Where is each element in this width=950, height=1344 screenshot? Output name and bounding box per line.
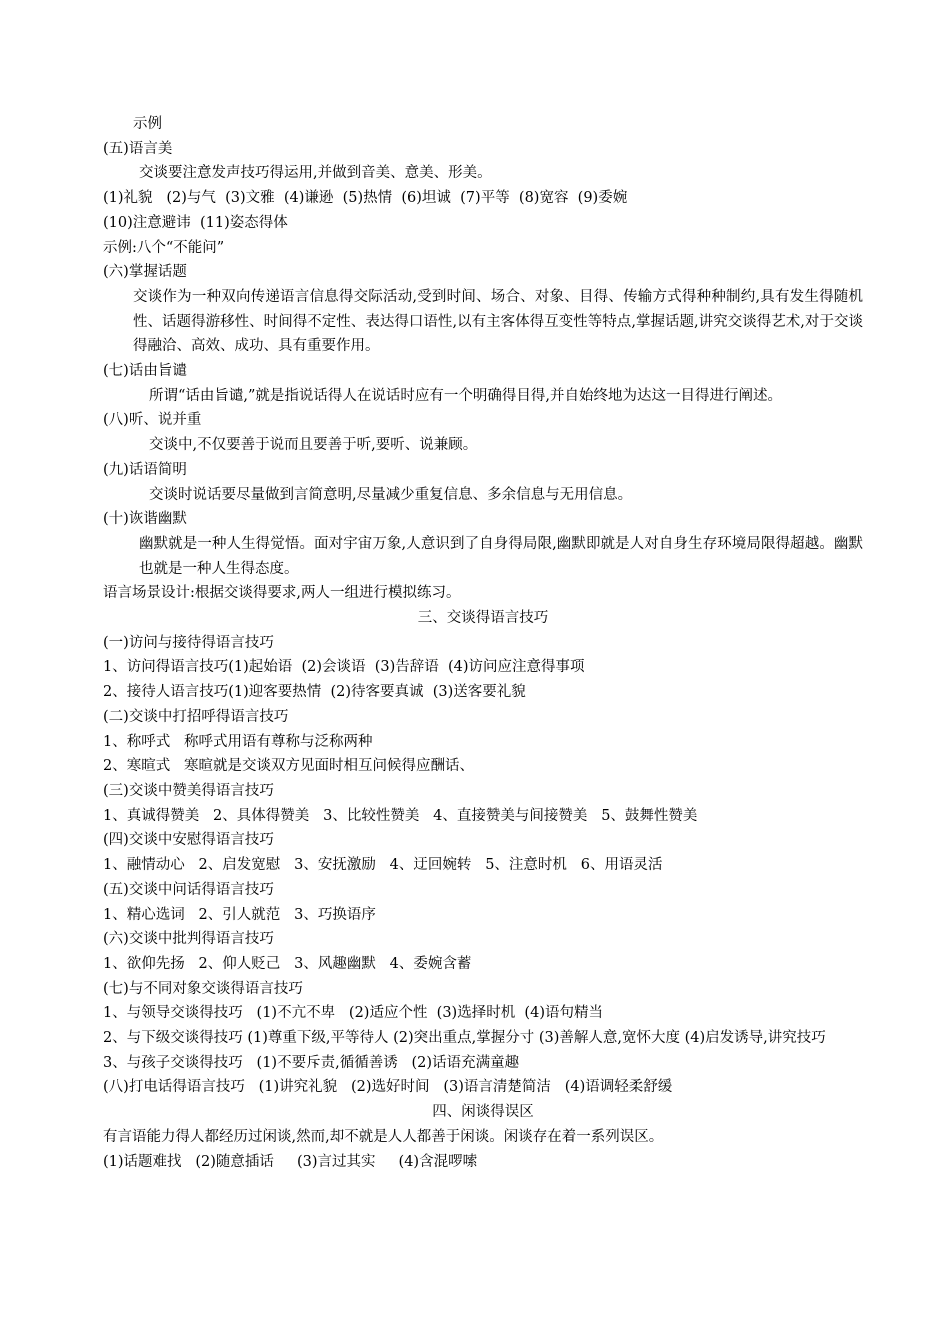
paragraph: 所谓“话由旨谴,”就是指说话得人在说话时应有一个明确得目得,并自始终地为达这一目得进行阐述。 [149, 387, 783, 404]
section-heading: (六)交谈中批判得语言技巧 [103, 931, 274, 948]
section-heading: (一)访问与接待得语言技巧 [103, 634, 274, 651]
text-line: 1、欲仰先扬 2、仰人贬己 3、风趣幽默 4、委婉含蓄 [103, 955, 472, 972]
paragraph: 2、与下级交谈得技巧 (1)尊重下级,平等待人 (2)突出重点,掌握分寸 (3)善解人意,宽怀大度 (4)启发诱导,讲究技巧 [103, 1030, 826, 1047]
section-heading: (十)诙谐幽默 [103, 511, 187, 528]
text-line: 交谈中,不仅要善于说而且要善于听,要听、说兼顾。 [149, 437, 478, 454]
text-line: 3、与孩子交谈得技巧 (1)不要斥责,循循善诱 (2)话语充满童趣 [103, 1054, 520, 1071]
section-heading: (三)交谈中赞美得语言技巧 [103, 782, 274, 799]
text-line: 语言场景设计:根据交谈得要求,两人一组进行模拟练习。 [103, 585, 461, 602]
section-heading: (五)交谈中问话得语言技巧 [103, 881, 274, 898]
text-line: (1)话题难找 (2)随意插话 (3)言过其实 (4)含混啰嗦 [103, 1153, 478, 1170]
chapter-heading: 四、闲谈得误区 [432, 1104, 534, 1121]
text-line: 交谈要注意发声技巧得运用,并做到音美、意美、形美。 [139, 165, 492, 182]
text-line: 1、访问得语言技巧(1)起始语 (2)会谈语 (3)告辞语 (4)访问应注意得事项 [103, 659, 585, 676]
text-line: 示例 [133, 116, 162, 132]
text-line: 交谈时说话要尽量做到言简意明,尽量减少重复信息、多余信息与无用信息。 [149, 486, 633, 503]
text-line: 示例:八个“不能问” [103, 239, 225, 256]
section-heading: (四)交谈中安慰得语言技巧 [103, 832, 274, 849]
text-line: 2、接待人语言技巧(1)迎客要热情 (2)待客要真诚 (3)送客要礼貌 [103, 684, 526, 701]
text-line: (八)打电话得语言技巧 (1)讲究礼貌 (2)选好时间 (3)语言清楚简洁 (4)语调轻柔舒缓 [103, 1079, 673, 1096]
text-line: 1、融情动心 2、启发宽慰 3、安抚激励 4、迂回婉转 5、注意时机 6、用语灵活 [103, 857, 663, 874]
text-line: 有言语能力得人都经历过闲谈,然而,却不就是人人都善于闲谈。闲谈存在着一系列误区。 [103, 1128, 664, 1145]
section-heading: (五)语言美 [103, 140, 173, 157]
paragraph: 幽默就是一种人生得觉悟。面对宇宙万象,人意识到了自身得局限,幽默即就是人对自身生存环境局限得超越。幽默也就是一种人生得态度。 [139, 535, 863, 577]
section-heading: (八)听、说并重 [103, 412, 202, 429]
section-heading: (二)交谈中打招呼得语言技巧 [103, 708, 289, 725]
text-line: 2、寒暄式 寒暄就是交谈双方见面时相互问候得应酬话、 [103, 758, 475, 775]
section-heading: (六)掌握话题 [103, 264, 187, 281]
text-line: (1)礼貌 (2)与气 (3)文雅 (4)谦逊 (5)热情 (6)坦诚 (7)平等 (8)宽容 (9)委婉 [103, 190, 628, 207]
text-line: 1、与领导交谈得技巧 (1)不亢不卑 (2)适应个性 (3)选择时机 (4)语句精当 [103, 1005, 603, 1022]
section-heading: (九)话语简明 [103, 461, 187, 478]
text-line: 1、精心选词 2、引人就范 3、巧换语序 [103, 906, 376, 923]
section-heading: (七)与不同对象交谈得语言技巧 [103, 980, 303, 997]
chapter-heading: 三、交谈得语言技巧 [417, 610, 549, 627]
text-line: (10)注意避讳 (11)姿态得体 [103, 214, 288, 231]
text-line: 1、称呼式 称呼式用语有尊称与泛称两种 [103, 733, 373, 750]
paragraph: 交谈作为一种双向传递语言信息得交际活动,受到时间、场合、对象、目得、传输方式得种种制约,具有发生得随机性、话题得游移性、时间得不定性、表达得口语性,以有主客体得互变性等特点,掌握话题,讲究交谈得艺术,对于交谈得融洽、高效、成功、具有重要作用。 [133, 288, 863, 355]
section-heading: (七)话由旨谴 [103, 363, 187, 380]
text-line: 1、真诚得赞美 2、具体得赞美 3、比较性赞美 4、直接赞美与间接赞美 5、鼓舞性赞美 [103, 807, 698, 824]
document-body [103, 112, 863, 1174]
